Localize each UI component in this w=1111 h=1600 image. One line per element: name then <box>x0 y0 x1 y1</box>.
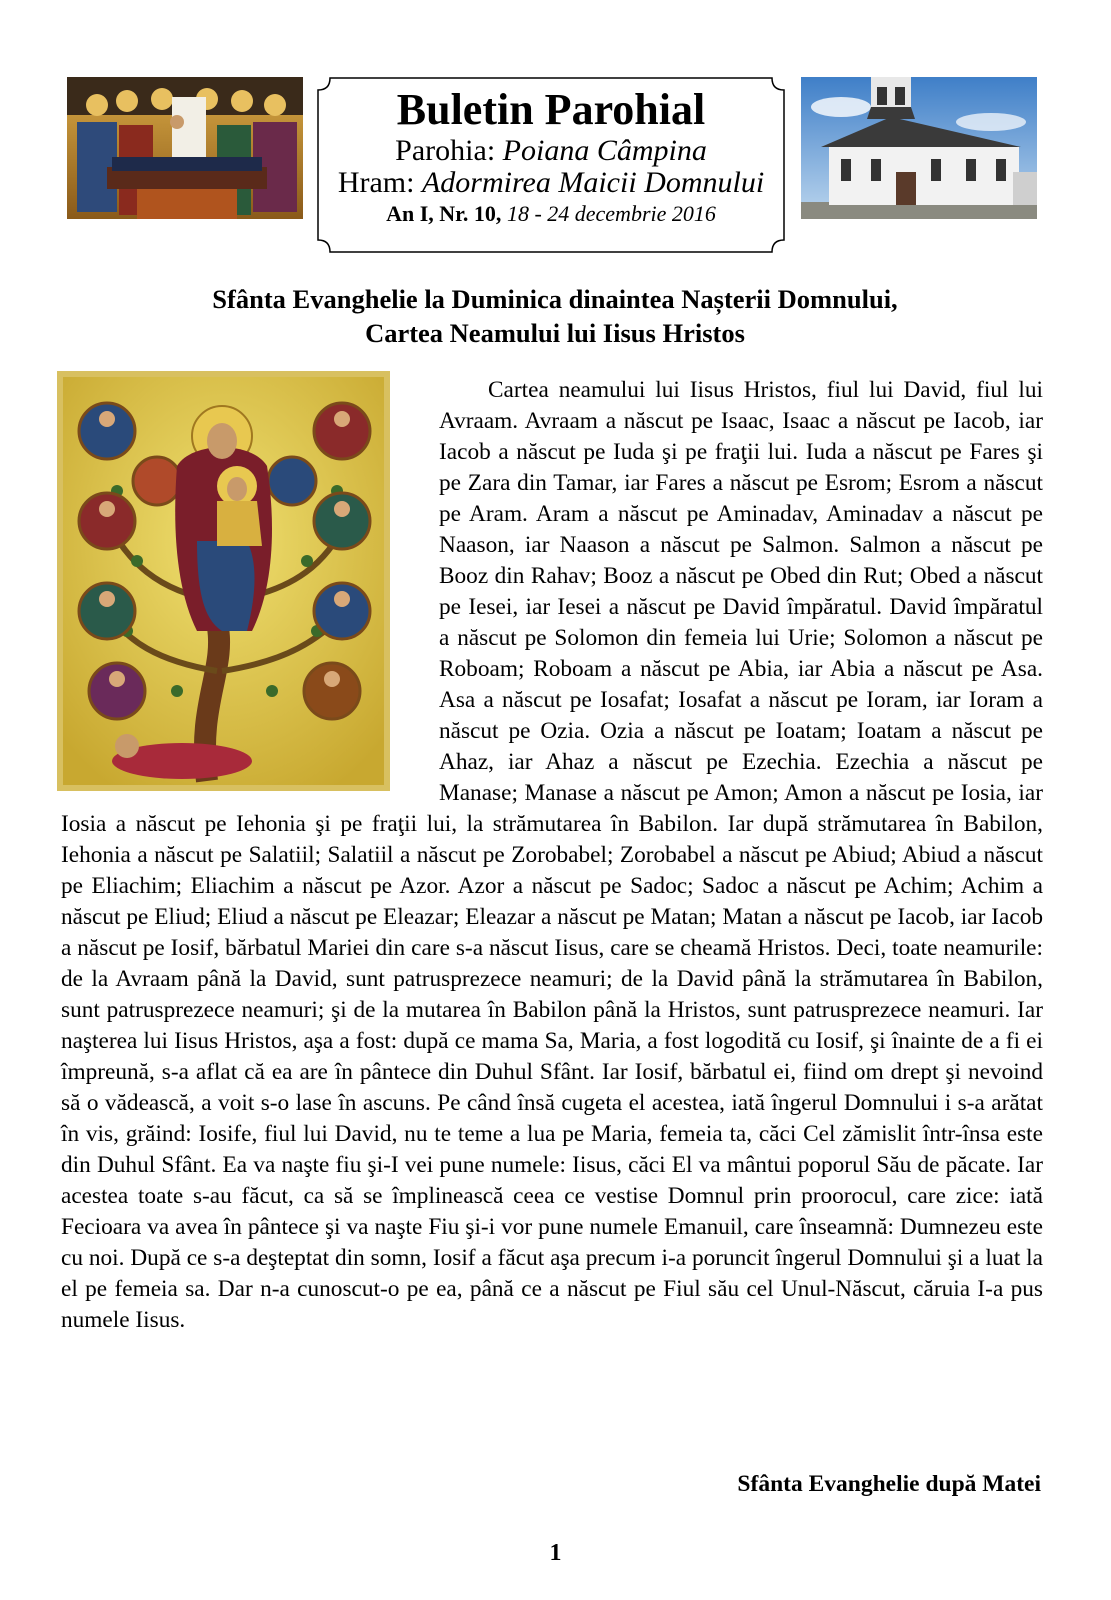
gospel-text: Cartea neamului lui Iisus Hristos, fiul lui David, fiul lui Avraam. Avraam a născut pe Isaac, Isaac a născut pe Iacob, iar Iacob a născut pe Iuda şi pe fraţii lui. Iuda a născut pe Fares şi pe Zara din Tamar, iar Fares a născut pe Esrom; Esrom a născut pe Aram. Aram a născut pe Aminadav, Aminadav a născut pe Naason, iar Naason a născut pe Salmon. Salmon a născut pe Booz din Rahav; Booz a născut pe Obed din Rut; Obed a născut pe Iesei, iar Iesei a născut pe David împăratul. David împăratul a născut pe Solomon din femeia lui Urie; Solomon a născut pe Roboam; Roboam a născut pe Abia, iar Abia a născut pe Asa. Asa a născut pe Iosafat; Iosafat a născut pe Ioram, iar Ioram a născut pe Ozia. Ozia a născut pe Ioatam; Ioatam a născut pe Ahaz, iar Ahaz a născut pe Ezechia. Ezechia a născut pe Manase; Manase a născut pe Amon; Amon a născut pe Iosia, iar Iosia a născut pe Iehonia şi pe fraţii lui, la strămutarea în Babilon. Iar după strămutarea în Babilon, Iehonia a născut pe Salatiil; Salatiil a născut pe Zorobabel; Zorobabel a născut pe Abiud; Abiud a născut pe Eliachim; Eliachim a născut pe Azor. Azor a născut pe Sadoc; Sadoc a născut pe Achim; Achim a născut pe Eliud; Eliud a născut pe Eleazar; Eleazar a născut pe Matan; Matan a născut pe Iacob, iar Iacob a născut pe Iosif, bărbatul Mariei din care s-a născut Iisus, care se cheamă Hristos. Deci, toate neamurile: de la Avraam până la David, sunt patrusprezece neamuri; de la David până la strămutarea în Babilon, sunt patrusprezece neamuri; şi de la mutarea în Babilon până la Hristos, sunt patrusprezece neamuri. Iar naşterea lui Iisus Hristos, aşa a fost: după ce mama Sa, Maria, a fost logodită cu Iosif, şi înainte de a fi ei împreună, s-a aflat că ea are în pântece din Duhul Sfânt. Iar Iosif, bărbatul ei, fiind om drept şi nevoind să o vădească, a voit s-o lase în ascuns. Pe când însă cugeta el acestea, iată îngerul Domnului i s-a arătat în vis, grăind: Iosife, fiul lui David, nu te teme a lua pe Maria, femeia ta, căci Cel zămislit într-însa este din Duhul Sfânt. Ea va naşte fiu şi-I vei pune numele: Iisus, căci El va mântui poporul Său de păcate. Iar acestea toate s-au făcut, ca să se împlinească ceea ce vestise Domnul prin proorocul, care zice: iată Fecioara va avea în pântece şi va naşte Fiu şi-i vor pune numele Emanuil, care înseamnă: Dumnezeu este cu noi. După ce s-a deşteptat din somn, Iosif a făcut aşa precum i-a poruncit îngerul Domnului şi a luat la el pe femeia sa. Dar n-a cunoscut-o pe ea, până ce a născut pe Fiul său cel Unul-Născut, căruia I-a pus numele Iisus. <box>61 377 1043 1333</box>
bulletin-masthead <box>316 76 786 254</box>
issue-label: An I, Nr. 10, <box>386 201 502 226</box>
bulletin-title: Buletin Parohial <box>396 85 706 134</box>
gospel-article <box>61 375 1043 1336</box>
parish-name: Poiana Câmpina <box>502 134 707 167</box>
hram-name: Adormirea Maicii Domnului <box>421 166 765 199</box>
page-number: 1 <box>549 1540 562 1566</box>
tree-of-jesse-icon <box>57 371 390 791</box>
gospel-source: Sfânta Evanghelie după Matei <box>737 1471 1041 1497</box>
article-title-line2: Cartea Neamului lui Iisus Hristos <box>365 318 745 348</box>
article-title <box>60 282 1050 350</box>
hram-label: Hram: <box>337 166 415 199</box>
article-title-line1: Sfânta Evanghelie la Duminica dinaintea Nașterii Domnului, <box>212 284 898 314</box>
church-photo <box>801 77 1037 219</box>
hram-line <box>316 167 786 199</box>
parish-line <box>316 135 786 167</box>
issue-line <box>316 199 786 229</box>
issue-dates: 18 - 24 decembrie 2016 <box>506 201 716 226</box>
dormition-icon-image <box>67 77 303 219</box>
parish-label: Parohia: <box>395 134 496 167</box>
